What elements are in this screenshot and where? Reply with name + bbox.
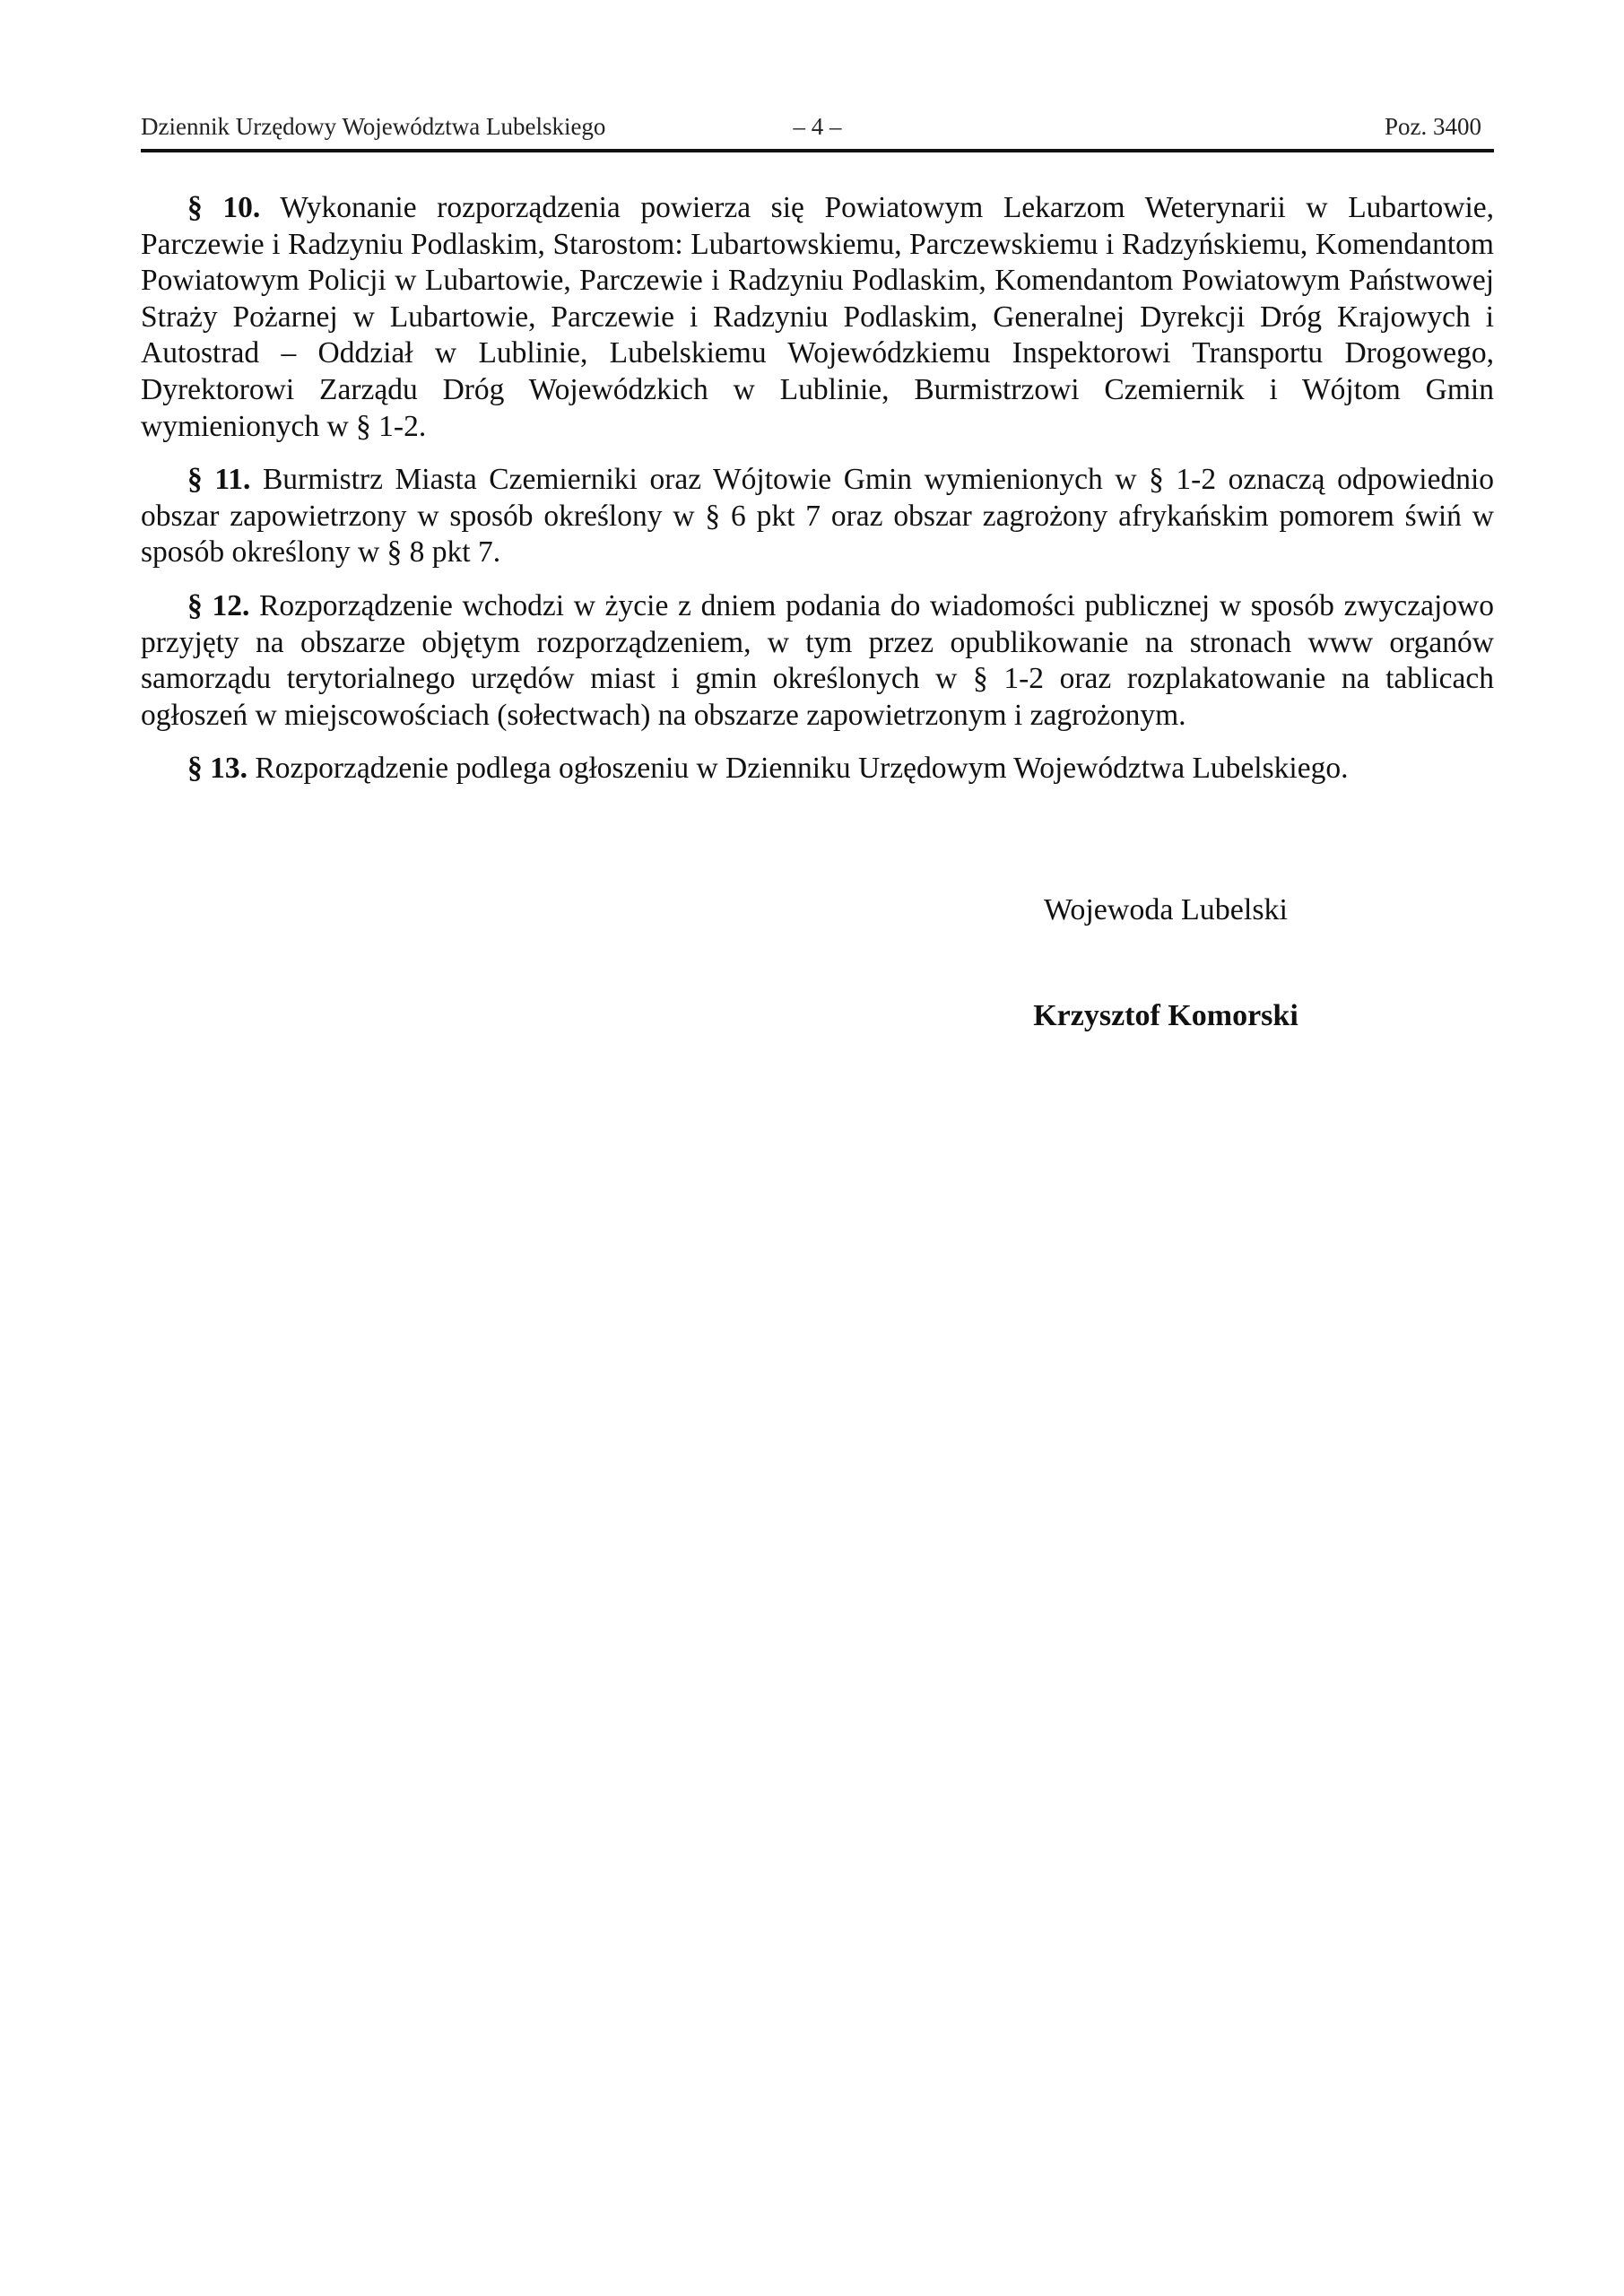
paragraph-13 bbox=[141, 751, 1494, 787]
paragraph-number: § 10. bbox=[187, 191, 261, 224]
paragraph-number: § 11. bbox=[187, 463, 251, 497]
document-body bbox=[141, 190, 1494, 804]
header-divider bbox=[141, 149, 1494, 152]
position-number: Poz. 3400 bbox=[1385, 113, 1481, 140]
paragraph-number: § 13. bbox=[187, 752, 248, 786]
paragraph-text: Burmistrz Miasta Czemierniki oraz Wójtowie Gmin wymienionych w § 1-2 oznaczą odpowiednio obszar zapowietrzony w sposób określony w § 6 pkt 7 oraz obszar zagrożony afrykańskim pomorem świń w sposób określony w § 8 pkt 7. bbox=[141, 463, 1495, 570]
page-header bbox=[141, 109, 1494, 149]
paragraph-12 bbox=[141, 588, 1494, 734]
paragraph-text: Rozporządzenie wchodzi w życie z dniem podania do wiadomości publicznej w sposób zwyczajowo przyjęty na obszarze objętym rozporządzeniem, w tym przez opublikowanie na stronach www organów samorządu terytorialnego urzędów miast i gmin określonych w § 1-2 oraz rozplakatowanie na tablicach ogłoszeń w miejscowościach (sołectwach) na obszarze zapowietrzonym i zagrożonym. bbox=[141, 588, 1494, 732]
journal-title: Dziennik Urzędowy Województwa Lubelskiego bbox=[141, 113, 606, 140]
paragraph-text: Rozporządzenie podlega ogłoszeniu w Dzienniku Urzędowym Województwa Lubelskiego. bbox=[255, 752, 1349, 786]
signatory-name: Krzysztof Komorski bbox=[1033, 999, 1298, 1032]
signatory-title: Wojewoda Lubelski bbox=[1043, 893, 1289, 926]
page-number: – 4 – bbox=[793, 113, 842, 140]
paragraph-number: § 12. bbox=[187, 588, 250, 622]
paragraph-11 bbox=[141, 462, 1494, 571]
paragraph-10 bbox=[141, 190, 1494, 445]
paragraph-text: Wykonanie rozporządzenia powierza się Powiatowym Lekarzom Weterynarii w Lubartowie, Parczewie i Radzyniu Podlaskim, Starostom: Lubartowskiemu, Parczewskiemu i Radzyńskiemu, Komendantom Powiatowym Policji w Lubartowie, Parczewie i Radzyniu Podlaskim, Komendantom Powiatowym Państwowej Straży Pożarnej w Lubartowie, Parczewie i Radzyniu Podlaskim, Generalnej Dyrekcji Dróg Krajowych i Autostrad – Oddział w Lublinie, Lubelskiemu Wojewódzkiemu Inspektorowi Transportu Drogowego, Dyrektorowi Zarządu Dróg Wojewódzkich w Lublinie, Burmistrzowi Czemiernik i Wójtom Gmin wymienionych w § 1-2. bbox=[141, 191, 1494, 443]
